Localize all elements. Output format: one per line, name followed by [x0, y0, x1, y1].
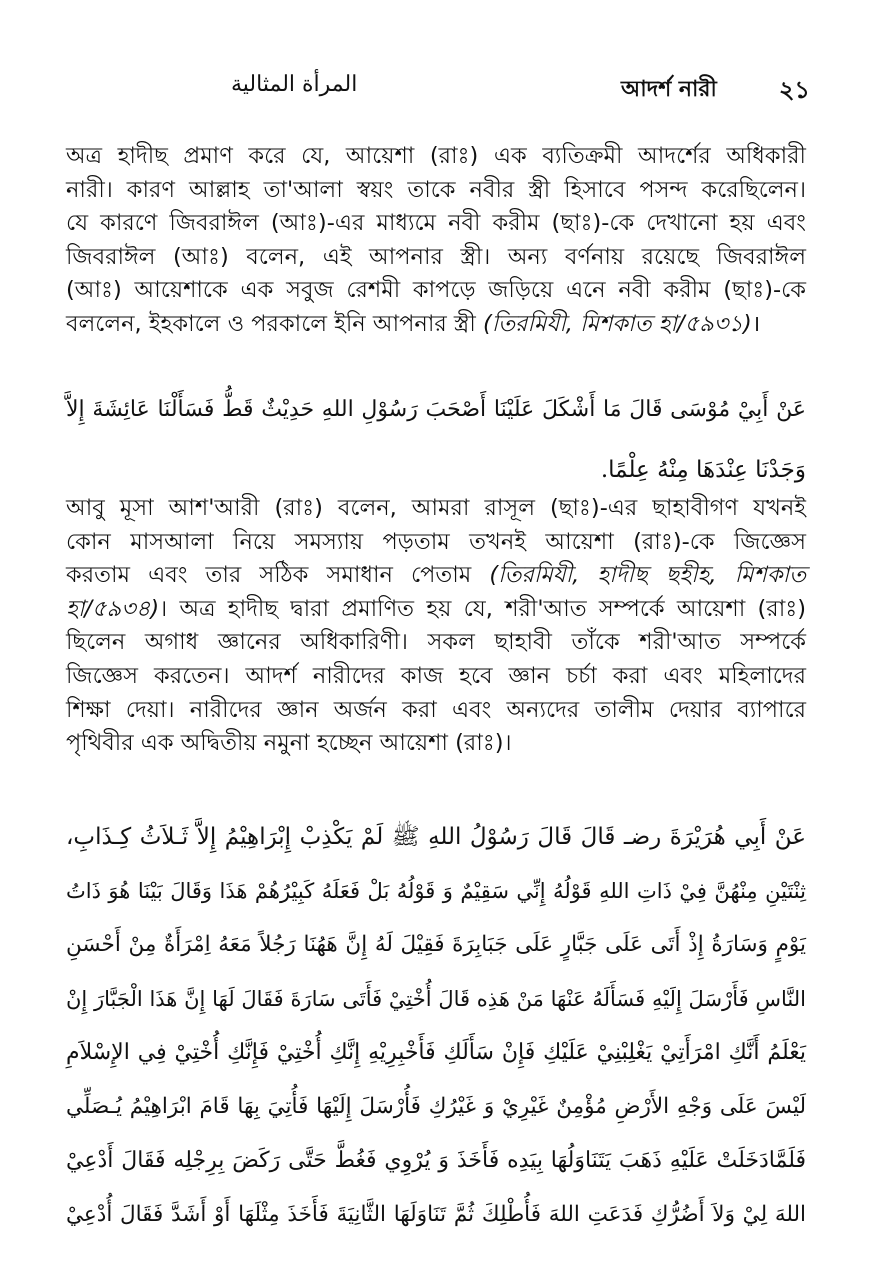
text-fragment: করতাম এবং তার সঠিক সমাধান পেতাম	[66, 562, 490, 589]
arabic-line: فَلَمَّادَخَلَتْ عَلَيْهِ ذَهَبَ يَتَنَاوَلُهَا بِيَدِه فَأَخَذَ وَ يُرْوِي فَغُطَّ حَتَّى رَكَضَ بِرِجْلِه فَقَالَ أَدْعِيْ	[66, 1148, 806, 1173]
arabic-line: عَنْ أَبِي هُرَيْرَةَ رضـ قَالَ قَالَ رَسُوْلُ اللهِ ﷺ لَمْ يَكْذِبْ إِبْرَاهِيْمُ إِلاَّ ثَـلاَثُ كِـذَابِ،	[66, 824, 806, 850]
text-line: কোন মাসআলা নিয়ে সমস্যায় পড়তাম তখনই আয়েশা (রাঃ)-কে জিজ্ঞেস	[66, 528, 806, 555]
arabic-line: لَيْسَ عَلَى وَجْهِ الأَرْضِ مُؤْمِنٌ غَيْرِيْ وَ غَيْرُكِ فَأُرْسَلَ إِلَيْهَا فَأُتِيَ بِهَا قَامَ ابْرَاهِيْمُ يُـصَلِّي	[66, 1094, 806, 1119]
citation: (তিরমিযী, মিশকাত হা/৫৯৩১)	[482, 310, 752, 337]
arabic-hadith-1	[66, 380, 806, 500]
text-line: জিবরাঈল (আঃ) বলেন, এই আপনার স্ত্রী। অন্য বর্ণনায় রয়েছে জিবরাঈল	[66, 243, 806, 270]
arabic-line: عَنْ أَبِيْ مُوْسَى قَالَ مَا أَشْكَلَ عَلَيْنَا أَصْحَبَ رَسُوْلِ اللهِ حَدِيْثٌ قَطُّ فَسَأَلْنَا عَائِشَةَ إِلاَّ	[66, 397, 806, 422]
citation: হা/৫৯৩৪)	[66, 595, 160, 622]
text-line: পৃথিবীর এক অদ্বিতীয় নমুনা হচ্ছেন আয়েশা (রাঃ)।	[66, 730, 512, 757]
arabic-line: وَجَدْنَا عِنْدَهَا مِنْهُ عِلْمًا.	[600, 457, 806, 483]
citation: (তিরমিযী, হাদীছ ছহীহ, মিশকাত	[489, 562, 806, 589]
text-line: শিক্ষা দেয়া। নারীদের জ্ঞান অর্জন করা এবং অন্যদের তালীম দেয়ার ব্যাপারে	[66, 696, 806, 723]
text-fragment: বললেন, ইহকালে ও পরকালে ইনি আপনার স্ত্রী	[66, 310, 483, 337]
text-fragment: । অত্র হাদীছ দ্বারা প্রমাণিত হয় যে, শরী'আত সম্পর্কে আয়েশা (রাঃ)	[159, 595, 806, 622]
text-line: ছিলেন অগাধ জ্ঞানের অধিকারিণী। সকল ছাহাবী তাঁকে শরী'আত সম্পর্কে	[66, 629, 806, 656]
running-header	[66, 72, 810, 112]
text-line: জিজ্ঞেস করতেন। আদর্শ নারীদের কাজ হবে জ্ঞান চর্চা করা এবং মহিলাদের	[66, 662, 806, 689]
page-number: ২১	[778, 76, 810, 104]
text-line	[66, 559, 806, 593]
arabic-line: يَوْمٍ وَسَارَةُ إِذْ أَتَى عَلَى جَبَّارٍ عَلَى جَبَابِرَةَ فَقِيْلَ لَهُ إِنَّ هَهُنَا رَجُلاً مَعَهُ اِمْرَأَةٌ مِنْ أَحْسَنِ	[66, 932, 806, 957]
arabic-line: اللهَ لِيْ وَلاَ أَضُرُّكِ فَدَعَتِ اللهَ فَأُطْلِكَ ثُمَّ تَنَاوَلَهَا الثَّانِيَةَ فَأَخَذَ مِثْلَهَا أَوْ أَشَدَّ فَقَالَ أُدْعِيْ	[66, 1202, 807, 1227]
text-line: নারী। কারণ আল্লাহ তা'আলা স্বয়ং তাকে নবীর স্ত্রী হিসাবে পসন্দ করেছিলেন।	[66, 176, 806, 203]
text-line	[66, 308, 806, 342]
text-line: (আঃ) আয়েশাকে এক সবুজ রেশমী কাপড়ে জড়িয়ে এনে নবী করীম (ছাঃ)-কে	[66, 277, 806, 304]
arabic-book-title: المرأة المثالية	[231, 72, 358, 97]
bengali-book-title: আদর্শ নারী	[621, 77, 717, 102]
text-line	[66, 593, 806, 627]
text-line: আবু মূসা আশ'আরী (রাঃ) বলেন, আমরা রাসূল (ছাঃ)-এর ছাহাবীগণ যখনই	[66, 495, 806, 521]
text-line: যে কারণে জিবরাঈল (আঃ)-এর মাধ্যমে নবী করীম (ছাঃ)-কে দেখানো হয় এবং	[66, 210, 806, 237]
arabic-line: ثِنْتَيْنِ مِنْهُنَّ فِيْ ذَاتِ اللهِ قَوْلُهُ إِنِّي سَقِيْمٌ وَ قَوْلُهُ بَلْ فَعَلَهُ كَبِيْرُهُمْ هَذَا وَقَالَ بَيْنَا هُوَ ذَاتُ	[66, 879, 806, 903]
arabic-line: النَّاسِ فَأَرْسَلَ إِلَيْهِ فَسَأَلَهُ عَنْهَا مَنْ هَذِه قَالَ أُخْتِيْ فَأَتَى سَارَةَ فَقَالَ لَهَا إِنَّ هَذَا الْجَبَّارَ إِنْ	[66, 987, 806, 1011]
text-line: অত্র হাদীছ প্রমাণ করে যে, আয়েশা (রাঃ) এক ব্যতিক্রমী আদর্শের অধিকারী	[66, 143, 806, 169]
paragraph-2	[66, 492, 806, 761]
text-fragment: ।	[751, 310, 761, 337]
paragraph-1	[66, 140, 806, 342]
arabic-line: يَعْلَمُ أَنَّكِ امْرَأَتِيْ يَغْلِبْنِيْ عَلَيْكِ فَإِنْ سَأَلَكِ فَأَخْبِرِيْهِ إِنَّكِ أُخْتِيْ فَإِنَّكِ أُخْتِيْ فِي الإِسْلاَمِ	[66, 1040, 806, 1065]
arabic-hadith-2	[66, 810, 806, 1242]
